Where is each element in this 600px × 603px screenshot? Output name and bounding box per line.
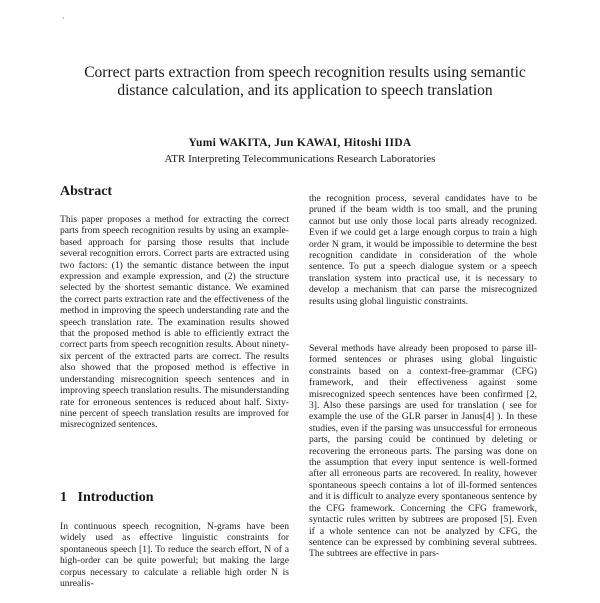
abstract-heading: Abstract [60, 184, 113, 199]
left-column [60, 184, 289, 591]
right-column [309, 193, 537, 603]
affiliation: ATR Interpreting Telecommunications Research Laboratories [164, 153, 436, 165]
introduction-heading [60, 490, 289, 506]
author-list: Yumi WAKITA, Jun KAWAI, Hitoshi IIDA [188, 137, 412, 149]
introduction-paragraph: In continuous speech recognition, N-grams have been widely used as effective linguistic constraints for spontaneous speech [1]. To reduce the search effort, N of a high-order can be quite powerful; but making the large corpus necessary to calculate a reliable high order N is unrealis- [60, 521, 289, 590]
paper-title: Correct parts extraction from speech recognition results using semantic distance calculation, and its application to speech translation [84, 64, 526, 99]
section-number: 1 [60, 490, 67, 505]
section-title: Introduction [77, 490, 154, 505]
body-paragraph-1: the recognition process, several candidates have to be pruned if the beam width is too small, and the pruning cannot but use only those local parts already recognized. Even if we could get a large enough corpus to train a high order N gram, it would be impossible to determine the best recognition candidate in consideration of the whole sentence. To put a speech dialogue system or a speech translation system into practical use, it is necessary to develop a mechanism that can parse the misrecognized results using global linguistic constraints. [309, 193, 537, 307]
abstract-body: This paper proposes a method for extracting the correct parts from speech recognition results by using an example-based approach for parsing those results that include several recognition errors. Correct parts are extracted using two factors: (1) the semantic distance between the input expression and example expression, and (2) the structure selected by the shortest semantic distance. We examined the correct parts extraction rate and the effectiveness of the method in improving the speech understanding rate and the speech translation rate. The examination results showed that the proposed method is able to efficiently extract the correct parts from speech recognition results. About ninety-six percent of the extracted parts are correct. The results also showed that the proposed method is effective in understanding misrecognition speech sentences and in improving speech translation results. The misunderstanding rate for erroneous sentences is reduced about half. Sixty-nine percent of speech translation results are improved for misrecognized sentences. [60, 214, 289, 431]
body-paragraph-2: Several methods have already been proposed to parse ill-formed sentences or phrases using global linguistic constraints based on a context-free-grammar (CFG) framework, and their effectiveness against some misrecognized speech sentences have been confirmed [2, 3]. Also these parsings are used for translation ( see for example the use of the GLR parser in Janus[4] ). In these studies, even if the parsing was unsuccessful for erroneous parts, the parsing could be continued by deleting or recovering the erroneous parts. The parsing was done on the assumption that every input sentence is well-formed after all erroneous parts are recovered. In reality, however spontaneous speech contains a lot of ill-formed sentences and it is difficult to analyze every spontaneous sentence by the CFG framework. Concerning the CFG framework, syntactic rules written by subtrees are proposed [5]. Even if a whole sentence can not be analyzed by CFG, the sentence can be expressed by combining several subtrees. The subtrees are effective in pars- [309, 343, 537, 560]
page-mark: · [62, 14, 65, 23]
